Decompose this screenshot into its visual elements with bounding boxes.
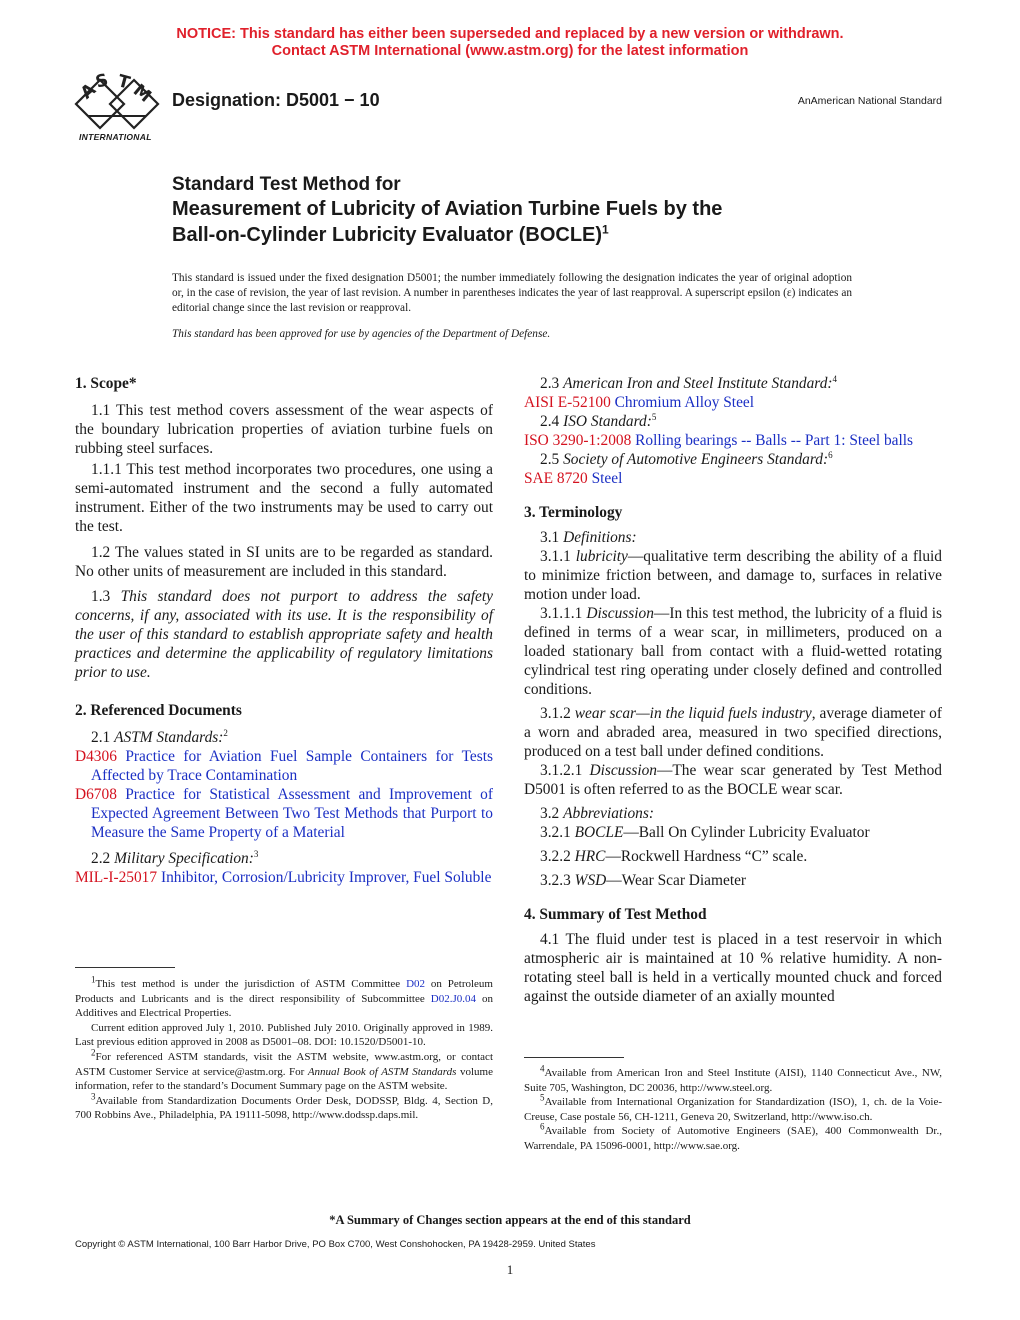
para-3-1-1-1: [524, 604, 942, 699]
footnote-3-mark: 3: [91, 1091, 96, 1102]
footnote-3: [75, 1091, 493, 1123]
para-2-3: [524, 374, 942, 393]
title-line-2: Measurement of Lubricity of Aviation Turbine Fuels by the: [172, 198, 723, 220]
footnote-3-text: Available from Standardization Documents Order Desk, DODSSP, Bldg. 4, Section D, 700 Robbins Ave., Philadelphia, PA 19111-5098, http://www.dodssp.daps.mil.: [75, 1094, 493, 1122]
svg-text:M: M: [128, 80, 155, 107]
para-2-2-text: Military Specification:: [114, 850, 254, 867]
para-2-4: [524, 412, 942, 431]
ref-mil-i-25017[interactable]: [75, 868, 493, 887]
para-2-3-num: 2.3: [540, 375, 564, 392]
footnote-4: [524, 1063, 942, 1095]
copyright-line: Copyright © ASTM International, 100 Barr Harbor Drive, PO Box C700, West Conshohocken, PA 19428-2959. United States: [75, 1239, 596, 1250]
summary-of-changes-note: *A Summary of Changes section appears at the end of this standard: [329, 1213, 691, 1227]
para-2-4-num: 2.4: [540, 413, 564, 430]
footnotes-right: [524, 1063, 942, 1154]
ref-sae[interactable]: [524, 469, 942, 488]
para-1-1: 1.1 This test method covers assessment of the wear aspects of the boundary lubrication properties of aviation turbine fuels on rubbing steel surfaces.: [75, 402, 493, 457]
ref-mil-title[interactable]: Inhibitor, Corrosion/Lubricity Improver, Fuel Soluble: [160, 869, 492, 886]
footnote-4-text: Available from American Iron and Steel Institute (AISI), 1140 Connecticut Ave., NW, Suite 705, Washington, DC 20036, http://www.steel.org.: [524, 1067, 942, 1094]
ref-iso[interactable]: [524, 431, 942, 450]
para-3-2-2-text: —Rockwell Hardness “C” scale.: [605, 848, 808, 865]
para-2-5-sup: 6: [828, 449, 833, 460]
title-footnote-mark: 1: [602, 222, 609, 237]
notice-line-2: Contact ASTM International (www.astm.org) for the latest information: [271, 43, 749, 59]
section-4-heading: 4. Summary of Test Method: [524, 906, 707, 923]
para-1-3: [75, 587, 493, 682]
para-3-2-text: Abbreviations:: [563, 805, 654, 822]
footnote-1-text-b: on Petroleum Products and Lubricants and is the direct responsibility of Subcommittee: [75, 978, 493, 1005]
footnote-1: [75, 974, 494, 1021]
para-3-2-2-term: HRC: [574, 848, 606, 865]
para-1-3-text: This standard does not purport to address the safety concerns, if any, associated with its use. It is the responsibility of the user of this standard to establish appropriate safety and health practices and determine the applicability of regulatory limitations prior to use.: [75, 588, 493, 681]
issuance-statement: This standard is issued under the fixed designation D5001; the number immediately following the designation indicates the year of original adoption or, in the case of revision, the year of last revision. A number in parentheses indicates the year of last reapproval. A superscript epsilon (ε) indicates an editorial change since the last revision or reapproval.: [172, 272, 852, 314]
para-3-2-2: [524, 847, 942, 866]
para-3-1-2: [524, 704, 942, 761]
designation: Designation: D5001 − 10: [172, 90, 380, 110]
right-column: [524, 374, 942, 1006]
footnote-1-text-c: on Additives and Electrical Properties.: [75, 992, 494, 1020]
page-number: 1: [506, 1262, 514, 1277]
ref-iso-title[interactable]: Rolling bearings -- Balls -- Part 1: Steel balls: [635, 432, 914, 449]
national-standard-label: AnAmerican National Standard: [797, 95, 942, 107]
ref-d4306[interactable]: [75, 747, 493, 785]
footnote-1-mark: 1: [91, 974, 96, 985]
ref-mil-code[interactable]: MIL-I-25017: [75, 869, 158, 886]
para-2-2-sup: 3: [253, 848, 259, 859]
para-2-3-sup: 4: [832, 373, 838, 384]
title-line-3: [172, 224, 609, 247]
para-3-2-2-num: 3.2.2: [540, 848, 575, 865]
para-3-2-1-term: BOCLE: [574, 824, 624, 841]
footnote-2-text-b: volume information, refer to the standard’s Document Summary page on the ASTM website.: [75, 1065, 493, 1093]
para-3-1-1-1-term: Discussion: [586, 605, 654, 622]
para-2-5-text: Society of Automotive Engineers Standard:: [563, 451, 829, 468]
para-3-1-1-text: —qualitative term describing the ability of a fluid to minimize friction between, and damage to, surfaces in relative motion under load.: [524, 548, 942, 603]
section-2-heading: 2. Referenced Documents: [75, 702, 242, 719]
section-1-heading: 1. Scope*: [75, 375, 137, 392]
footnote-6-mark: 6: [540, 1121, 545, 1132]
para-3-1-1-term: lubricity: [575, 548, 628, 565]
para-3-1-1: [524, 547, 942, 604]
para-2-5-num: 2.5: [540, 451, 564, 468]
footnote-1-link-d02[interactable]: D02: [406, 978, 426, 990]
left-column: [75, 374, 493, 887]
para-3-2-3: [524, 871, 942, 890]
svg-text:T: T: [115, 71, 132, 94]
ref-d6708[interactable]: [75, 785, 493, 842]
footnote-1-link-subcommittee[interactable]: D02.J0.04: [430, 992, 476, 1005]
ref-d6708-title[interactable]: Practice for Statistical Assessment and Improvement of Expected Agreement Between Two Test Methods that Purport to Measure the Same Property of a Material: [91, 786, 493, 841]
para-2-2: [75, 849, 493, 868]
ref-aisi-code[interactable]: AISI E-52100: [524, 394, 611, 411]
para-2-4-sup: 5: [651, 411, 657, 422]
para-2-1: [75, 728, 493, 747]
para-3-2-1: [524, 823, 942, 842]
para-3-1-2-1-text: —The wear scar generated by Test Method D5001 is often referred to as the BOCLE wear scar.: [524, 762, 942, 798]
para-2-2-num: 2.2: [91, 850, 115, 867]
para-3-1-num: 3.1: [540, 529, 564, 546]
footnote-4-mark: 4: [540, 1063, 545, 1074]
para-3-1-2-1: [524, 761, 942, 799]
footnote-2: [75, 1047, 493, 1094]
ref-sae-code[interactable]: SAE 8720: [524, 470, 588, 487]
para-3-1-2-num: 3.1.2: [540, 705, 575, 722]
para-3-1-text: Definitions:: [563, 529, 637, 546]
para-1-2: 1.2 The values stated in SI units are to be regarded as standard. No other units of measurement are included in this standard.: [75, 544, 493, 580]
para-2-1-num: 2.1: [91, 729, 115, 746]
ref-iso-code[interactable]: ISO 3290-1:2008: [524, 432, 632, 449]
para-2-1-text: ASTM Standards:: [114, 729, 224, 746]
para-3-1-1-1-text: —In this test method, the lubricity of a fluid is defined in terms of a wear scar, in millimeters, produced on a loaded stationary ball from contact with a fluid-wetted rotating cylindrical test ring operating under closely defined and controlled conditions.: [524, 605, 942, 698]
para-1-1-1: 1.1.1 This test method incorporates two procedures, one using a semi-automated instrument and the second a fully automated instrument. Either of the two instruments may be used to carry out the test.: [75, 461, 493, 535]
section-3-heading: 3. Terminology: [524, 504, 623, 521]
para-3-2-1-text: —Ball On Cylinder Lubricity Evaluator: [623, 824, 870, 841]
footnote-2-text-a: For referenced ASTM standards, visit the ASTM website, www.astm.org, or contact ASTM Customer Service at service@astm.org. For: [75, 1050, 493, 1078]
para-2-5: [524, 450, 942, 469]
para-3-1-2-term: wear scar—in the liquid fuels industry: [574, 705, 812, 722]
para-3-1-2-1-term: Discussion: [589, 762, 658, 779]
para-1-3-num: 1.3: [91, 588, 121, 605]
logo-subtext: INTERNATIONAL: [79, 132, 152, 142]
para-3-2-3-num: 3.2.3: [540, 872, 575, 889]
para-4-1: 4.1 The fluid under test is placed in a test reservoir in which atmospheric air is maintained at 10 % relative humidity. A non-rotating steel ball is held in a vertically mounted chuck and forced against the outside diameter of an axially mounted: [524, 931, 942, 1005]
footnote-1-text-a: This test method is under the jurisdiction of ASTM Committee: [95, 978, 407, 990]
footnote-5: [524, 1092, 942, 1124]
footnote-2-book-title: Annual Book of ASTM Standards: [307, 1065, 457, 1078]
para-2-4-text: ISO Standard:: [563, 413, 652, 430]
footnote-5-text: Available from International Organization for Standardization (ISO), 1, ch. de la Voie-Creuse, Case postale 56, CH-1211, Geneva 20, Switzerland, http://www.iso.ch.: [524, 1096, 942, 1123]
ref-sae-title[interactable]: Steel: [591, 470, 623, 487]
para-2-1-sup: 2: [223, 727, 228, 738]
dod-statement: This standard has been approved for use by agencies of the Department of Defense.: [172, 328, 551, 340]
title-line-1: Standard Test Method for: [172, 174, 401, 195]
footnote-2-mark: 2: [91, 1047, 96, 1058]
ref-d4306-code[interactable]: D4306: [75, 748, 117, 765]
footnote-rule-right: [524, 1057, 624, 1058]
para-3-1: [524, 528, 942, 547]
footnote-6-text: Available from Society of Automotive Engineers (SAE), 400 Commonwealth Dr., Warrendale, PA 15096-0001, http://www.sae.org.: [524, 1125, 942, 1152]
ref-d4306-title[interactable]: Practice for Aviation Fuel Sample Containers for Tests Affected by Trace Contamination: [91, 748, 493, 784]
footnote-rule-left: [75, 967, 175, 968]
para-3-2: [524, 804, 942, 823]
footnote-1-edition: Current edition approved July 1, 2010. Published July 2010. Originally approved in 1989. Last previous edition approved in 2008 as D5001–08. DOI: 10.1520/D5001-10.: [75, 1021, 493, 1049]
para-3-1-1-1-num: 3.1.1.1: [540, 605, 587, 622]
para-3-1-2-text: , average diameter of a worn and abraded area, measured in two specified directions, produced on a test ball under defined conditions.: [524, 705, 942, 760]
para-3-1-1-num: 3.1.1: [540, 548, 576, 565]
para-3-1-2-1-num: 3.1.2.1: [540, 762, 590, 779]
svg-text:A: A: [76, 79, 100, 104]
ref-aisi-title[interactable]: Chromium Alloy Steel: [614, 394, 755, 411]
footnote-6: [524, 1121, 942, 1153]
para-3-2-num: 3.2: [540, 805, 564, 822]
para-2-3-text: American Iron and Steel Institute Standard:: [563, 375, 833, 392]
svg-text:S: S: [93, 70, 111, 93]
footnotes-left: [75, 974, 494, 1123]
title-line-3-text: Ball-on-Cylinder Lubricity Evaluator (BOCLE): [172, 224, 603, 246]
para-3-2-3-term: WSD: [574, 872, 607, 889]
para-3-2-1-num: 3.2.1: [540, 824, 575, 841]
notice-line-1: NOTICE: This standard has either been superseded and replaced by a new version or withdrawn.: [176, 26, 844, 42]
ref-d6708-code[interactable]: D6708: [75, 786, 117, 803]
ref-aisi[interactable]: [524, 393, 942, 412]
para-3-2-3-text: —Wear Scar Diameter: [606, 872, 747, 889]
footnote-5-mark: 5: [540, 1092, 545, 1103]
